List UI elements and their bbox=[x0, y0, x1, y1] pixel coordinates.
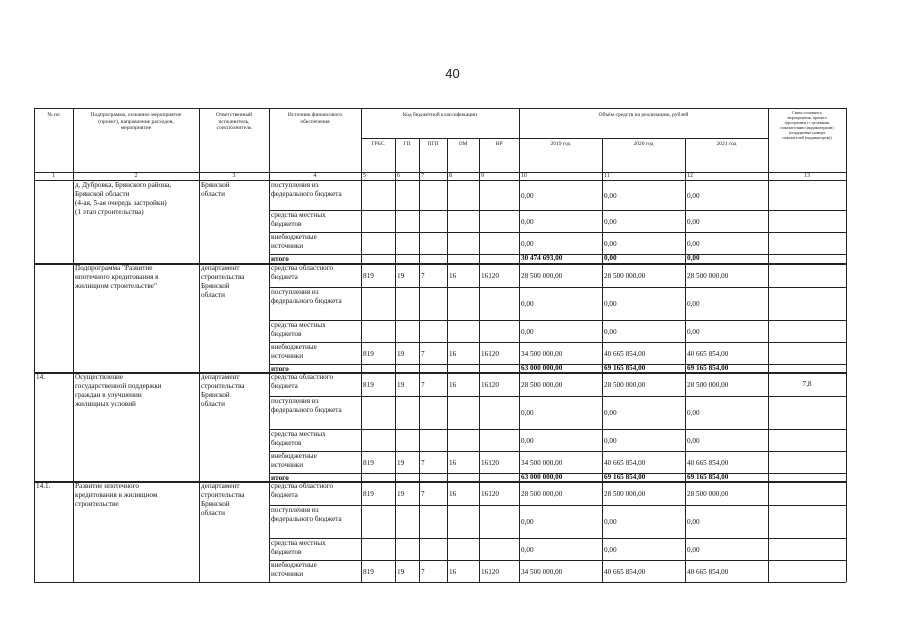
code-gp bbox=[397, 546, 417, 555]
code-grbs bbox=[363, 240, 393, 249]
code-gp bbox=[397, 300, 417, 309]
source-label-local: средства местных бюджетов bbox=[271, 430, 326, 447]
grid-vline bbox=[479, 138, 480, 582]
source-label-local: средства местных бюджетов bbox=[271, 321, 326, 338]
source-label-total: итого bbox=[271, 474, 289, 481]
code-nr bbox=[481, 409, 517, 418]
header-program: Подпрограмма, основное мероприятие (проект), направление расходов, мероприятие bbox=[90, 112, 182, 131]
code-om bbox=[449, 437, 477, 446]
code-om: 16 bbox=[449, 490, 457, 498]
source-label-oblast: средства областного бюджета bbox=[271, 373, 334, 390]
code-grbs: 819 bbox=[363, 381, 374, 389]
code-pgp: 7 bbox=[421, 568, 425, 576]
code-nr: 16120 bbox=[481, 568, 499, 576]
code-grbs bbox=[363, 546, 393, 555]
table-bottom-border bbox=[34, 582, 846, 583]
source-label-total: итого bbox=[271, 255, 289, 263]
code-om bbox=[449, 240, 477, 249]
amount-2021: 28 500 000,00 bbox=[687, 490, 729, 498]
code-nr: 16120 bbox=[481, 381, 499, 389]
code-nr bbox=[481, 254, 517, 263]
code-grbs bbox=[363, 328, 393, 337]
code-gp: 19 bbox=[397, 272, 405, 280]
amount-2020: 69 165 854,00 bbox=[604, 473, 646, 481]
source-label-federal: поступления из федерального бюджета bbox=[271, 397, 342, 414]
source-label-federal: поступления из федерального бюджета bbox=[271, 506, 342, 523]
grid-vline bbox=[73, 108, 74, 582]
amount-2021: 0,00 bbox=[687, 240, 700, 248]
code-grbs bbox=[363, 218, 393, 227]
code-grbs bbox=[363, 518, 393, 527]
amount-2021: 0,00 bbox=[687, 409, 700, 417]
source-label-extra: внебюджетные источники bbox=[271, 452, 317, 469]
amount-2019: 0,00 bbox=[521, 546, 534, 554]
grid-vline bbox=[768, 108, 769, 582]
code-pgp: 7 bbox=[421, 350, 425, 358]
amount-2021: 40 665 854,00 bbox=[687, 568, 729, 576]
grid-vline bbox=[269, 108, 270, 582]
header-pgp: ПГП bbox=[427, 141, 439, 147]
amount-2019: 30 474 693,00 bbox=[521, 254, 563, 262]
amount-2019: 28 500 000,00 bbox=[521, 490, 563, 498]
source-label-federal: поступления из федерального бюджета bbox=[271, 288, 342, 305]
source-label-local: средства местных бюджетов bbox=[271, 211, 326, 228]
column-number-1: 1 bbox=[52, 173, 55, 179]
column-number-11: 11 bbox=[604, 173, 610, 179]
amount-2021: 28 500 000,00 bbox=[687, 381, 729, 389]
code-nr bbox=[481, 192, 517, 201]
amount-2020: 0,00 bbox=[604, 192, 617, 200]
source-label-total: итого bbox=[271, 365, 289, 372]
amount-2021: 40 665 854,00 bbox=[687, 350, 729, 358]
code-pgp: 7 bbox=[421, 272, 425, 280]
amount-2019: 28 500 000,00 bbox=[521, 272, 563, 280]
column-number-8: 8 bbox=[449, 173, 452, 179]
amount-2019: 28 500 000,00 bbox=[521, 381, 563, 389]
amount-2020: 28 500 000,00 bbox=[604, 272, 646, 280]
indicator-link bbox=[770, 271, 844, 281]
code-gp bbox=[397, 240, 417, 249]
amount-2021: 40 665 854,00 bbox=[687, 459, 729, 467]
code-nr bbox=[481, 218, 517, 227]
header-executor: Ответственный исполнитель, соисполнитель bbox=[215, 112, 253, 131]
row-number: 14. bbox=[36, 373, 45, 381]
code-gp bbox=[397, 328, 417, 337]
amount-2020: 69 165 854,00 bbox=[604, 364, 646, 372]
table-top-border bbox=[34, 108, 846, 109]
code-pgp bbox=[421, 218, 445, 227]
grid-vline bbox=[685, 138, 686, 582]
amount-2020: 40 665 854,00 bbox=[604, 568, 646, 576]
amount-2020: 0,00 bbox=[604, 218, 617, 226]
source-label-oblast: средства областного бюджета bbox=[271, 264, 334, 281]
header-2019: 2019 год bbox=[550, 141, 571, 147]
amount-2021: 0,00 bbox=[687, 437, 700, 445]
executor-name: департамент строительства Брянской области bbox=[201, 482, 245, 517]
column-number-6: 6 bbox=[397, 173, 400, 179]
amount-2020: 28 500 000,00 bbox=[604, 490, 646, 498]
code-nr bbox=[481, 546, 517, 555]
row-number: 14.1. bbox=[36, 482, 51, 490]
code-gp: 19 bbox=[397, 381, 405, 389]
header-2020: 2020 год bbox=[633, 141, 654, 147]
row-number bbox=[36, 264, 71, 371]
amount-2019: 0,00 bbox=[521, 518, 534, 526]
code-pgp: 7 bbox=[421, 459, 425, 467]
header-amount-group: Объём средств на реализацию, рублей bbox=[598, 112, 689, 118]
amount-2019: 34 500 000,00 bbox=[521, 459, 563, 467]
amount-2020: 0,00 bbox=[604, 518, 617, 526]
grid-vline bbox=[361, 108, 362, 582]
program-name: Осуществление государственной поддержки граждан в улучшении жилищных условий bbox=[75, 373, 162, 408]
amount-2021: 0,00 bbox=[687, 218, 700, 226]
code-gp bbox=[397, 437, 417, 446]
amount-2021: 0,00 bbox=[687, 546, 700, 554]
grid-vline bbox=[395, 138, 396, 582]
amount-2020: 40 665 854,00 bbox=[604, 459, 646, 467]
grid-vline bbox=[447, 138, 448, 582]
amount-2021: 69 165 854,00 bbox=[687, 364, 729, 372]
code-om: 16 bbox=[449, 272, 457, 280]
amount-2019: 63 000 000,00 bbox=[521, 473, 563, 481]
grid-vline bbox=[199, 108, 200, 582]
code-pgp bbox=[421, 254, 445, 263]
column-number-10: 10 bbox=[521, 173, 527, 179]
code-grbs: 819 bbox=[363, 350, 374, 358]
code-nr: 16120 bbox=[481, 459, 499, 467]
page-number: 40 bbox=[445, 66, 460, 81]
code-nr: 16120 bbox=[481, 272, 499, 280]
header-2021: 2021 год bbox=[716, 141, 737, 147]
column-number-5: 5 bbox=[363, 173, 366, 179]
amount-2019: 34 500 000,00 bbox=[521, 350, 563, 358]
code-gp: 19 bbox=[397, 350, 405, 358]
source-label-extra: внебюджетные источники bbox=[271, 343, 317, 360]
amount-2020: 0,00 bbox=[604, 328, 617, 336]
source-label-local: средства местных бюджетов bbox=[271, 539, 326, 556]
amount-2020: 28 500 000,00 bbox=[604, 381, 646, 389]
indicator-link bbox=[770, 489, 844, 499]
amount-2020: 0,00 bbox=[604, 409, 617, 417]
amount-2021: 0,00 bbox=[687, 300, 700, 308]
amount-2021: 0,00 bbox=[687, 328, 700, 336]
grid-vline bbox=[846, 108, 847, 582]
code-gp: 19 bbox=[397, 490, 405, 498]
header-source: Источник финансового обеспечения bbox=[287, 112, 343, 125]
code-nr: 16120 bbox=[481, 350, 499, 358]
code-om bbox=[449, 192, 477, 201]
code-pgp: 7 bbox=[421, 490, 425, 498]
source-label-extra: внебюджетные источники bbox=[271, 561, 317, 578]
header-gp: ГП bbox=[403, 141, 411, 147]
code-om bbox=[449, 546, 477, 555]
amount-2020: 0,00 bbox=[604, 437, 617, 445]
code-gp bbox=[397, 192, 417, 201]
code-om: 16 bbox=[449, 568, 457, 576]
code-nr bbox=[481, 518, 517, 527]
grid-vline bbox=[602, 138, 603, 582]
row-number bbox=[36, 181, 71, 262]
column-number-3: 3 bbox=[232, 173, 236, 179]
indicator-link: 7,8 bbox=[802, 380, 812, 388]
column-number-4: 4 bbox=[313, 173, 317, 179]
header-amount-divider bbox=[519, 138, 768, 139]
code-nr bbox=[481, 240, 517, 249]
amount-2019: 0,00 bbox=[521, 240, 534, 248]
source-label-oblast: средства областного бюджета bbox=[271, 482, 334, 499]
amount-2019: 0,00 bbox=[521, 437, 534, 445]
code-grbs: 819 bbox=[363, 272, 374, 280]
code-nr bbox=[481, 300, 517, 309]
amount-2021: 0,00 bbox=[687, 192, 700, 200]
header-bk-group: Код бюджетной классификации bbox=[402, 112, 478, 118]
code-pgp bbox=[421, 409, 445, 418]
code-gp: 19 bbox=[397, 459, 405, 467]
program-name: д. Дубровка, Брянского района, Брянской области (4-ая, 5-ая очередь застройки) (1 этап строительства) bbox=[75, 181, 172, 216]
column-number-9: 9 bbox=[481, 173, 484, 179]
code-grbs bbox=[363, 192, 393, 201]
source-label-extra: внебюджетные источники bbox=[271, 233, 317, 250]
program-name: Развитие ипотечного кредитования в жилищном строительстве bbox=[75, 482, 158, 508]
code-pgp bbox=[421, 437, 445, 446]
header-bottom-border bbox=[34, 172, 846, 173]
code-gp bbox=[397, 409, 417, 418]
code-om bbox=[449, 328, 477, 337]
code-pgp bbox=[421, 240, 445, 249]
code-grbs: 819 bbox=[363, 490, 374, 498]
column-number-7: 7 bbox=[421, 173, 424, 179]
code-gp bbox=[397, 254, 417, 263]
amount-2021: 69 165 854,00 bbox=[687, 473, 729, 481]
amount-2021: 0,00 bbox=[687, 518, 700, 526]
amount-2019: 0,00 bbox=[521, 192, 534, 200]
header-bk-divider bbox=[361, 138, 519, 139]
code-om: 16 bbox=[449, 350, 457, 358]
code-nr bbox=[481, 437, 517, 446]
code-grbs: 819 bbox=[363, 459, 374, 467]
amount-2019: 0,00 bbox=[521, 328, 534, 336]
code-grbs bbox=[363, 437, 393, 446]
amount-2021: 28 500 000,00 bbox=[687, 272, 729, 280]
column-number-2: 2 bbox=[134, 173, 138, 179]
amount-2020: 0,00 bbox=[604, 546, 617, 554]
code-gp bbox=[397, 518, 417, 527]
code-pgp bbox=[421, 328, 445, 337]
code-pgp bbox=[421, 546, 445, 555]
header-om: ОМ bbox=[458, 141, 468, 147]
amount-2019: 0,00 bbox=[521, 300, 534, 308]
budget-table bbox=[34, 108, 846, 596]
code-pgp bbox=[421, 192, 445, 201]
grid-vline bbox=[34, 108, 35, 582]
header-link: Связь основного мероприятия, проекта (программы) с целевыми показателями (индикаторами) (порядковые номера показателей (индикаторов)) bbox=[780, 110, 834, 140]
amount-2019: 34 500 000,00 bbox=[521, 568, 563, 576]
code-grbs bbox=[363, 409, 393, 418]
code-nr: 16120 bbox=[481, 490, 499, 498]
amount-2020: 40 665 854,00 bbox=[604, 350, 646, 358]
code-gp: 19 bbox=[397, 568, 405, 576]
executor-name: Брянской области bbox=[201, 181, 230, 198]
grid-vline bbox=[419, 138, 420, 582]
amount-2020: 0,00 bbox=[604, 300, 617, 308]
amount-2020: 0,00 bbox=[604, 240, 617, 248]
header-nr: НР bbox=[495, 141, 503, 147]
code-om bbox=[449, 254, 477, 263]
code-pgp bbox=[421, 300, 445, 309]
executor-name: департамент строительства Брянской области bbox=[201, 264, 245, 299]
code-nr bbox=[481, 328, 517, 337]
amount-2019: 0,00 bbox=[521, 409, 534, 417]
column-number-13: 13 bbox=[804, 173, 810, 179]
code-gp bbox=[397, 218, 417, 227]
code-grbs bbox=[363, 300, 393, 309]
amount-2019: 0,00 bbox=[521, 218, 534, 226]
code-om: 16 bbox=[449, 459, 457, 467]
amount-2019: 63 000 000,00 bbox=[521, 364, 563, 372]
indicator-link bbox=[770, 188, 844, 198]
code-grbs bbox=[363, 254, 393, 263]
amount-2021: 0,00 bbox=[687, 254, 700, 262]
code-om bbox=[449, 518, 477, 527]
code-om: 16 bbox=[449, 381, 457, 389]
amount-2020: 0,00 bbox=[604, 254, 617, 262]
code-om bbox=[449, 300, 477, 309]
code-pgp bbox=[421, 518, 445, 527]
program-name: Подпрограмма "Развитие ипотечного кредитования в жилищном строительстве" bbox=[75, 264, 159, 290]
code-om bbox=[449, 218, 477, 227]
column-number-12: 12 bbox=[687, 173, 693, 179]
executor-name: департамент строительства Брянской области bbox=[201, 373, 245, 408]
grid-vline bbox=[519, 108, 520, 582]
code-om bbox=[449, 409, 477, 418]
source-label-federal: поступления из федерального бюджета bbox=[271, 181, 342, 198]
code-grbs: 819 bbox=[363, 568, 374, 576]
header-grbs: ГРБС bbox=[371, 141, 385, 147]
code-pgp: 7 bbox=[421, 381, 425, 389]
header-num: № пп bbox=[47, 112, 60, 118]
